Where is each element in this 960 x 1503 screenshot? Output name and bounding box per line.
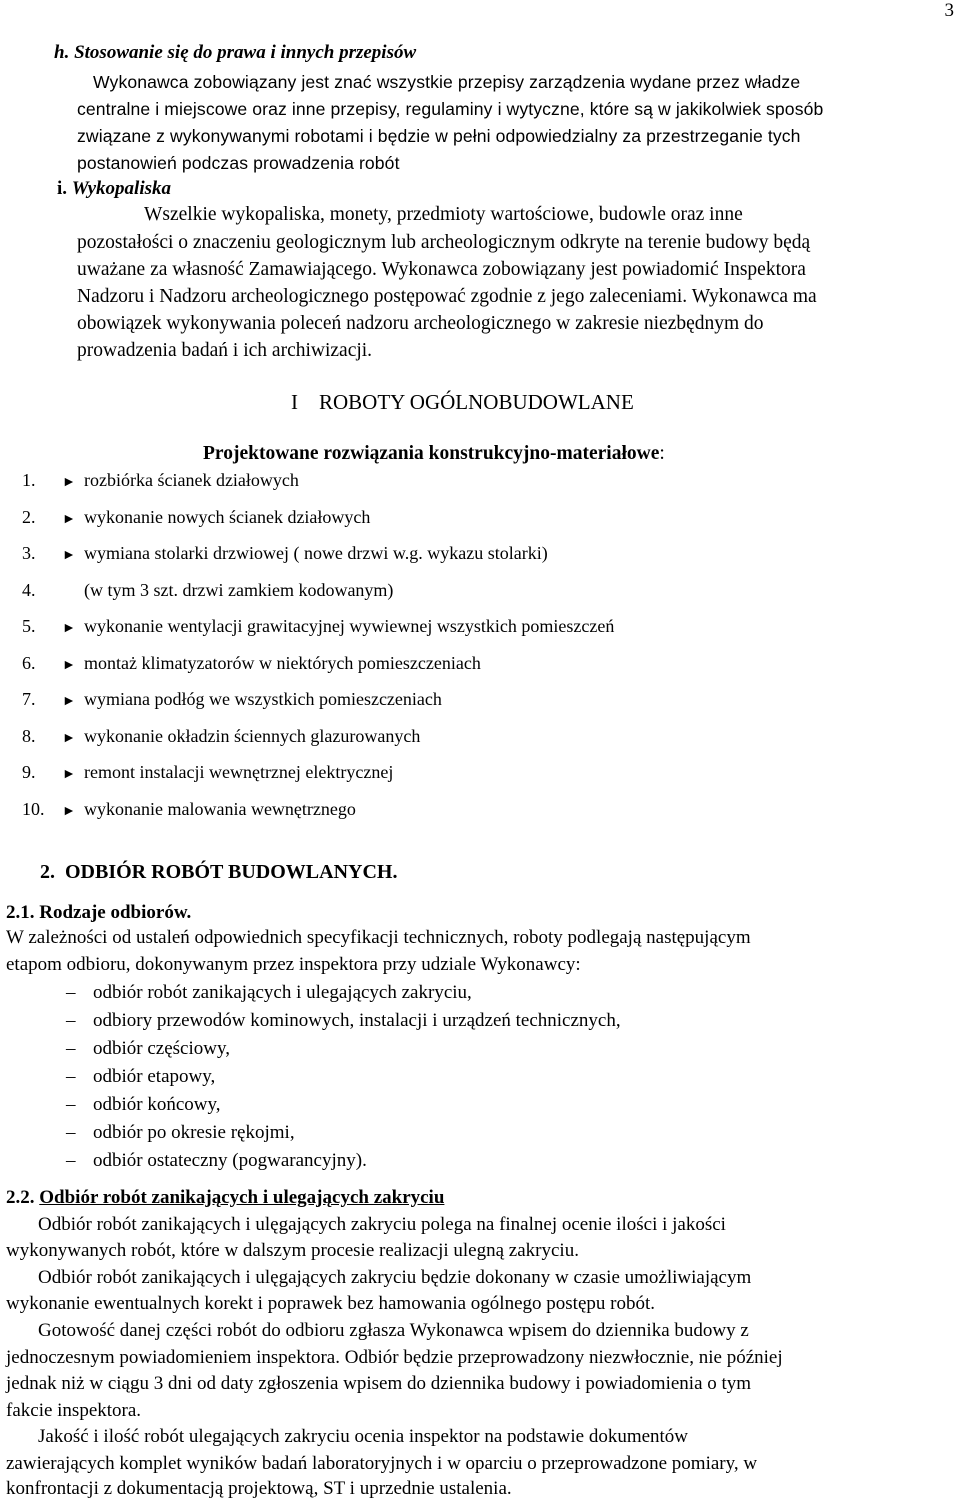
list-item-text: odbiór częściowy, — [93, 1038, 230, 1059]
list-item-text: wykonanie malowania wewnętrznego — [84, 799, 356, 819]
section-2-2-line-4: wykonanie ewentualnych korekt i poprawek bez hamowania ogólnego postępu robót. — [6, 1293, 655, 1314]
section-2-2-title — [6, 1187, 444, 1209]
list-item — [22, 762, 393, 783]
dash-bullet: – — [66, 1094, 76, 1115]
section-h-title: Stosowanie się do prawa i innych przepisów — [74, 42, 417, 63]
list-item-text: (w tym 3 szt. drzwi zamkiem kodowanym) — [84, 580, 394, 600]
list-item-text: odbiór po okresie rękojmi, — [93, 1122, 295, 1143]
list-item — [22, 543, 548, 564]
section-h-line-2: centralne i miejscowe oraz inne przepisy, regulaminy i wytyczne, które są w jakikolwiek sposób — [77, 99, 824, 119]
list-item — [22, 580, 393, 601]
section-2-1-line-1: W zależności od ustaleń odpowiednich specyfikacji technicznych, roboty podlegają następującym — [6, 927, 751, 948]
section-2-2-line-5: Gotowość danej części robót do odbioru zgłasza Wykonawca wpisem do dziennika budowy z — [38, 1320, 749, 1341]
section-2-2-line-1: Odbiór robót zanikających i ulęgających zakryciu polega na finalnej ocenie ilości i jakości — [38, 1214, 726, 1235]
section-h-line-1: Wykonawca zobowiązany jest znać wszystkie przepisy zarządzenia wydane przez władze — [93, 72, 801, 92]
section-h-line-4: postanowień podczas prowadzenia robót — [77, 153, 400, 173]
dash-bullet: – — [66, 1038, 76, 1059]
section-2-2-line-6: jednoczesnym powiadomieniem inspektora. Odbiór będzie przeprowadzony niezwłocznie, nie później — [6, 1347, 783, 1368]
section-2-2-heading: Odbiór robót zanikających i ulegających zakryciu — [39, 1187, 445, 1208]
section-i-line-1: Wszelkie wykopaliska, monety, przedmioty wartościowe, budowle oraz inne — [144, 204, 743, 225]
section-I-subtitle — [203, 443, 665, 465]
list-item-text: odbiór końcowy, — [93, 1094, 221, 1115]
section-i-line-5: obowiązek wykonywania poleceń nadzoru archeologicznego w zakresie niezbędnym do — [77, 313, 764, 334]
section-h-heading — [54, 42, 416, 64]
section-2-2-line-8: fakcie inspektora. — [6, 1400, 142, 1421]
list-item — [66, 982, 472, 1004]
triangle-bullet-icon: ► — [62, 804, 76, 819]
section-2-2-line-10: zawierających komplet wyników badań laboratoryjnych i w oparciu o przeprowadzone pomiary, w — [6, 1453, 758, 1474]
list-item-num: 8. — [22, 726, 36, 746]
list-item-num: 7. — [22, 689, 36, 709]
list-item — [22, 799, 356, 820]
list-item-num: 9. — [22, 762, 36, 782]
list-item-text: odbiór etapowy, — [93, 1066, 216, 1087]
triangle-bullet-icon: ► — [62, 512, 76, 527]
dash-bullet: – — [66, 982, 76, 1003]
section-2-2-line-9: Jakość i ilość robót ulegających zakryciu ocenia inspektor na podstawie dokumentów — [38, 1426, 689, 1447]
dash-bullet: – — [66, 1010, 76, 1031]
list-item-num: 10. — [22, 799, 45, 819]
section-h-line-3: związane z wykonywanymi robotami i będzie w pełni odpowiedzialny za przestrzeganie tych — [77, 126, 801, 146]
triangle-bullet-icon: ► — [62, 548, 76, 563]
dash-bullet: – — [66, 1122, 76, 1143]
list-item-text: odbiór robót zanikających i ulegających zakryciu, — [93, 982, 472, 1003]
list-item-num: 4. — [22, 580, 36, 600]
list-item — [66, 1094, 221, 1116]
dash-bullet: – — [66, 1066, 76, 1087]
triangle-bullet-icon: ► — [62, 731, 76, 746]
page-number: 3 — [944, 0, 954, 21]
list-item — [66, 1038, 230, 1060]
dash-bullet: – — [66, 1150, 76, 1171]
list-item — [66, 1150, 367, 1172]
section-i-label: i. — [57, 178, 68, 199]
section-2-1-title: 2.1. Rodzaje odbiorów. — [6, 902, 192, 923]
list-item — [22, 689, 442, 710]
list-item — [22, 507, 370, 528]
section-2-2-line-7: jednak niż w ciągu 3 dni od daty zgłoszenia wpisem do dziennika budowy i powiadomienia o tym — [6, 1373, 752, 1394]
list-item — [22, 653, 481, 674]
section-i-heading — [57, 178, 171, 200]
triangle-bullet-icon: ► — [62, 475, 76, 490]
projektowane-title: Projektowane rozwiązania konstrukcyjno-materiałowe — [203, 443, 660, 464]
list-item-num: 1. — [22, 470, 36, 490]
list-item-text: wykonanie nowych ścianek działowych — [84, 507, 371, 527]
section-i-line-6: prowadzenia badań i ich archiwizacji. — [77, 340, 373, 361]
list-item-text: rozbiórka ścianek działowych — [84, 470, 299, 490]
triangle-bullet-icon: ► — [62, 621, 76, 636]
section-I-title: I ROBOTY OGÓLNOBUDOWLANE — [291, 390, 634, 414]
list-item — [22, 470, 299, 491]
list-item — [22, 726, 420, 747]
section-i-line-3: uważane za własność Zamawiającego. Wykonawca zobowiązany jest powiadomić Inspektora — [77, 259, 806, 280]
section-2-2-number: 2.2. — [6, 1187, 40, 1208]
list-item-text: wykonanie okładzin ściennych glazurowanych — [84, 726, 421, 746]
triangle-bullet-icon: ► — [62, 658, 76, 673]
list-item-text: remont instalacji wewnętrznej elektrycznej — [84, 762, 394, 782]
list-item-num: 5. — [22, 616, 36, 636]
list-item-text: wymiana podłóg we wszystkich pomieszczeniach — [84, 689, 442, 709]
list-item-text: odbiór ostateczny (pogwarancyjny). — [93, 1150, 367, 1171]
list-item — [66, 1122, 295, 1144]
section-i-line-2: pozostałości o znaczeniu geologicznym lub archeologicznym odkryte na terenie budowy będą — [77, 232, 811, 253]
list-item — [22, 616, 614, 637]
section-2-title: 2. ODBIÓR ROBÓT BUDOWLANYCH. — [40, 861, 398, 883]
list-item-text: wykonanie wentylacji grawitacyjnej wywiewnej wszystkich pomieszczeń — [84, 616, 615, 636]
section-2-1-line-2: etapom odbioru, dokonywanym przez inspektora przy udziale Wykonawcy: — [6, 954, 581, 975]
list-item — [66, 1010, 621, 1032]
list-item-num: 3. — [22, 543, 36, 563]
triangle-bullet-icon: ► — [62, 694, 76, 709]
section-i-title: Wykopaliska — [71, 178, 172, 199]
section-h-label: h. — [54, 42, 70, 63]
section-2-2-line-2: wykonywanych robót, które w dalszym procesie realizacji ulegną zakryciu. — [6, 1240, 579, 1261]
list-item-num: 2. — [22, 507, 36, 527]
list-item — [66, 1066, 215, 1088]
projektowane-colon: : — [659, 443, 665, 464]
list-item-num: 6. — [22, 653, 36, 673]
section-2-2-line-3: Odbiór robót zanikających i ulęgających zakryciu będzie dokonany w czasie umożliwiającym — [38, 1267, 752, 1288]
triangle-bullet-icon: ► — [62, 767, 76, 782]
section-i-line-4: Nadzoru i Nadzoru archeologicznego postępować zgodnie z jego zaleceniami. Wykonawca ma — [77, 286, 817, 307]
section-2-2-line-11: konfrontacji z dokumentacją projektową, ST i uprzednie ustalenia. — [6, 1478, 512, 1499]
list-item-text: wymiana stolarki drzwiowej ( nowe drzwi w.g. wykazu stolarki) — [84, 543, 548, 563]
list-item-text: montaż klimatyzatorów w niektórych pomieszczeniach — [84, 653, 481, 673]
list-item-text: odbiory przewodów kominowych, instalacji i urządzeń technicznych, — [93, 1010, 621, 1031]
